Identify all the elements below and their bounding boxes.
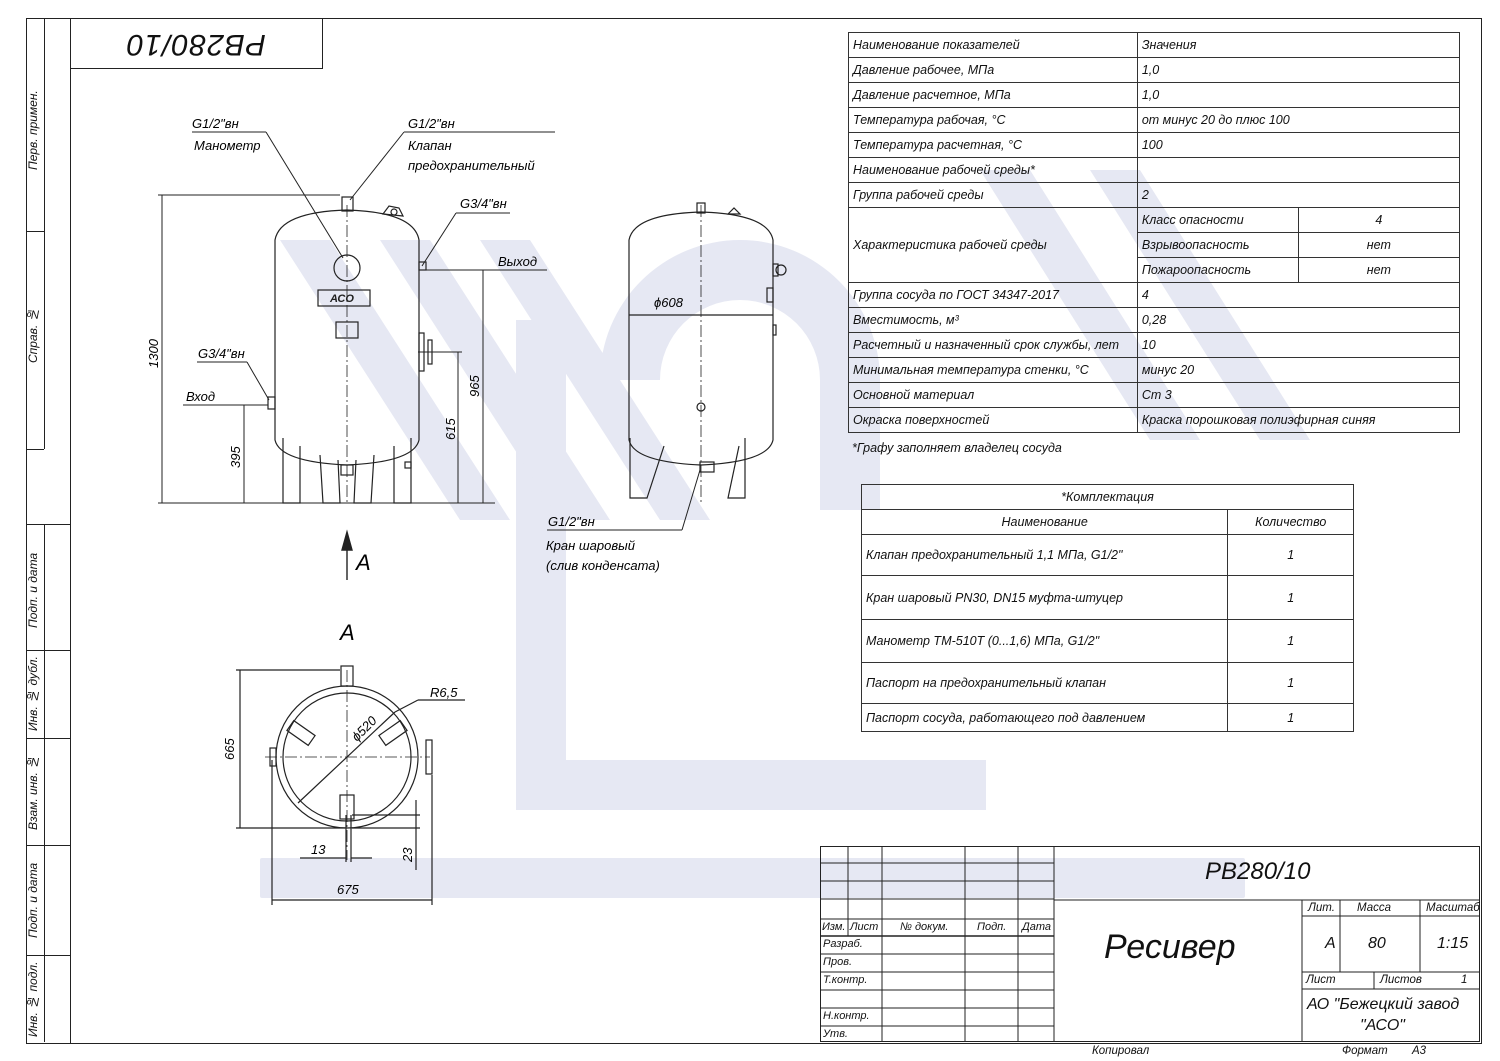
side-label-sign-date-2: Подп. и дата [26, 862, 40, 938]
tb-role-approved: Утв. [823, 1028, 848, 1040]
side-label-repl-no: Взам. инв. № [26, 754, 40, 830]
kit-row [862, 663, 1354, 704]
params-medium-label: Характеристика рабочей среды [849, 208, 1138, 283]
params-value: 0,28 [1137, 308, 1459, 333]
kit-row [862, 704, 1354, 732]
params-row [849, 158, 1460, 183]
params-name: Температура рабочая, °С [849, 108, 1138, 133]
params-value: от минус 20 до плюс 100 [1137, 108, 1459, 133]
params-name: Вместимость, м³ [849, 308, 1138, 333]
params-row [849, 33, 1460, 58]
params-sub-name: Взрывоопасность [1137, 233, 1298, 258]
params-row [849, 283, 1460, 308]
kit-title: *Комплектация [862, 485, 1354, 510]
params-name: Наименование рабочей среды* [849, 158, 1138, 183]
tb-scale: 1:15 [1437, 935, 1469, 952]
gauge-label: Манометр [194, 138, 261, 153]
params-value: 2 [1137, 183, 1459, 208]
dim-615: 615 [443, 418, 458, 440]
side-label-sign-date: Подп. и дата [26, 552, 40, 628]
bottom-offset-13: 13 [311, 842, 326, 857]
drain-thread-label: G1/2"вн [548, 514, 595, 529]
copied-label: Копировал [1092, 1045, 1150, 1057]
params-sub-value: 4 [1298, 208, 1459, 233]
tb-designation: РВ280/10 [1205, 858, 1311, 885]
inlet-thread-label: G3/4"вн [198, 346, 245, 361]
params-value: 4 [1137, 283, 1459, 308]
tb-role-developer: Разраб. [823, 938, 863, 950]
inlet-label: Вход [186, 389, 216, 404]
valve-label-2: предохранительный [408, 158, 535, 173]
kit-row [862, 535, 1354, 576]
kit-item-name: Кран шаровый PN30, DN15 муфта-штуцер [862, 576, 1228, 620]
kit-table [861, 484, 1354, 732]
valve-label-1: Клапан [408, 138, 452, 153]
tb-company-2: "АСО" [1360, 1017, 1405, 1034]
kit-row [862, 576, 1354, 620]
format-label: Формат [1342, 1045, 1388, 1057]
kit-item-qty: 1 [1228, 620, 1354, 663]
kit-header: Наименование [862, 510, 1228, 535]
parameters-table [848, 32, 1460, 433]
params-row [849, 208, 1460, 233]
params-row [849, 183, 1460, 208]
tb-mass-label: Масса [1357, 902, 1392, 914]
tb-hdr-sign: Подп. [977, 921, 1007, 933]
outlet-label: Выход [498, 254, 538, 269]
kit-row [862, 620, 1354, 663]
tb-hdr-date: Дата [1022, 921, 1052, 933]
tb-scale-label: Масштаб [1426, 902, 1480, 914]
params-sub-value: нет [1298, 233, 1459, 258]
params-name: Группа сосуда по ГОСТ 34347-2017 [849, 283, 1138, 308]
dim-inlet-395: 395 [228, 446, 243, 468]
params-row [849, 108, 1460, 133]
tb-mass: 80 [1368, 935, 1386, 952]
kit-item-qty: 1 [1228, 704, 1354, 732]
side-label-orig-no: Инв. № подл. [26, 961, 40, 1037]
params-value: 1,0 [1137, 83, 1459, 108]
params-name: Давление рабочее, МПа [849, 58, 1138, 83]
tb-title: Ресивер [1104, 928, 1236, 966]
tb-hdr-change: Изм. [822, 921, 846, 933]
designation-rotated: РВ280/10 [126, 28, 266, 61]
tb-hdr-sheet: Лист [850, 921, 879, 933]
params-row [849, 358, 1460, 383]
bottom-height-665: 665 [222, 738, 237, 760]
params-row [849, 83, 1460, 108]
params-name: Группа рабочей среды [849, 183, 1138, 208]
params-value: 100 [1137, 133, 1459, 158]
tb-lit: А [1325, 935, 1336, 952]
params-value: 10 [1137, 333, 1459, 358]
params-row [849, 133, 1460, 158]
tb-sheet-label: Лист [1306, 974, 1336, 986]
side-label-first-use: Перв. примен. [26, 90, 40, 170]
bottom-view-label: A [340, 620, 355, 645]
bottom-diameter: ϕ520 [348, 713, 380, 745]
kit-item-qty: 1 [1228, 576, 1354, 620]
outlet-thread-label: G3/4"вн [460, 196, 507, 211]
kit-title-row [862, 485, 1354, 510]
side-label-dup-no: Инв. № дубл. [26, 656, 40, 732]
kit-item-name: Клапан предохранительный 1,1 МПа, G1/2" [862, 535, 1228, 576]
bottom-offset-23: 23 [400, 847, 415, 862]
params-sub-value: нет [1298, 258, 1459, 283]
kit-item-qty: 1 [1228, 535, 1354, 576]
gauge-thread-label: G1/2"вн [192, 116, 239, 131]
drain-label-1: Кран шаровый [546, 538, 635, 553]
kit-item-qty: 1 [1228, 663, 1354, 704]
params-name: Наименование показателей [849, 33, 1138, 58]
params-row [849, 308, 1460, 333]
dim-height-1300: 1300 [146, 339, 161, 368]
title-block [820, 846, 1480, 1042]
side-label-ref-no: Справ. № [26, 307, 40, 363]
kit-header-row [862, 510, 1354, 535]
params-row [849, 333, 1460, 358]
tb-role-checker: Пров. [823, 956, 853, 968]
tb-hdr-doc: № докум. [900, 921, 949, 933]
view-arrow-label: A [356, 550, 371, 575]
kit-item-name: Паспорт сосуда, работающего под давлением [862, 704, 1228, 732]
params-row [849, 58, 1460, 83]
params-name: Основной материал [849, 383, 1138, 408]
params-name: Окраска поверхностей [849, 408, 1138, 433]
side-diameter: ϕ608 [654, 295, 683, 310]
valve-thread-label: G1/2"вн [408, 116, 455, 131]
params-name: Давление расчетное, МПа [849, 83, 1138, 108]
tb-sheets-count: 1 [1461, 974, 1468, 986]
dim-outlet-965: 965 [467, 375, 482, 397]
params-footnote: *Графу заполняет владелец сосуда [852, 441, 1062, 455]
kit-item-name: Манометр ТМ-510Т (0...1,6) МПа, G1/2" [862, 620, 1228, 663]
params-value: минус 20 [1137, 358, 1459, 383]
tb-lit-label: Лит. [1308, 902, 1335, 914]
params-sub-name: Класс опасности [1137, 208, 1298, 233]
kit-header: Количество [1228, 510, 1354, 535]
format-value: А3 [1412, 1045, 1427, 1057]
bottom-radius: R6,5 [430, 685, 458, 700]
tb-role-tech-control: Т.контр. [823, 974, 868, 986]
params-value: 1,0 [1137, 58, 1459, 83]
tb-sheets-label: Листов [1380, 974, 1422, 986]
drain-label-2: (слив конденсата) [546, 558, 660, 573]
params-sub-name: Пожароопасность [1137, 258, 1298, 283]
params-name: Температура расчетная, °С [849, 133, 1138, 158]
kit-item-name: Паспорт на предохранительный клапан [862, 663, 1228, 704]
params-name: Расчетный и назначенный срок службы, лет [849, 333, 1138, 358]
params-value: Ст 3 [1137, 383, 1459, 408]
tb-company-1: АО "Бежецкий завод [1307, 996, 1460, 1013]
params-name: Минимальная температура стенки, °С [849, 358, 1138, 383]
view-arrow [342, 532, 352, 580]
bottom-width-675: 675 [337, 882, 359, 897]
params-value [1137, 158, 1459, 183]
params-value: Значения [1137, 33, 1459, 58]
front-logo: АСО [330, 293, 354, 305]
tb-role-norm-control: Н.контр. [823, 1010, 870, 1022]
params-row [849, 408, 1460, 433]
params-value: Краска порошковая полиэфирная синяя [1137, 408, 1459, 433]
params-row [849, 383, 1460, 408]
